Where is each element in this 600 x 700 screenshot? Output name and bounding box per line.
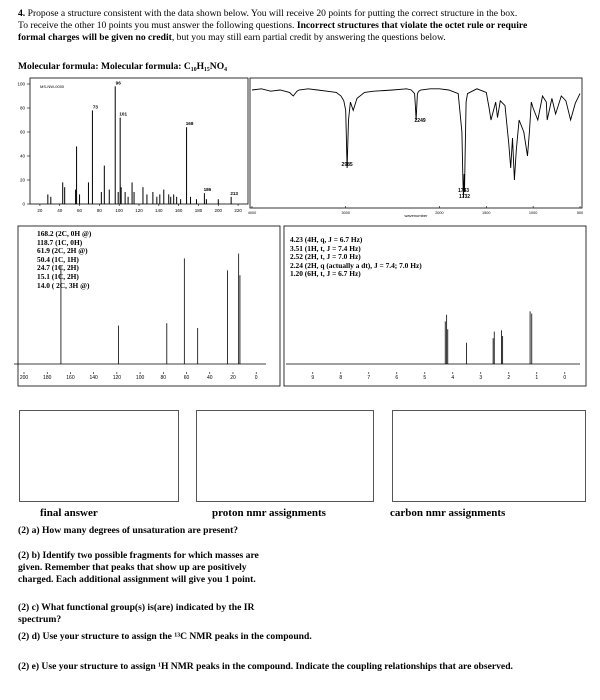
final-answer-label: final answer [40,507,98,519]
hnmr-xtick-label: 0 [563,375,567,382]
question-b [18,550,259,586]
cnmr-peak-4: 50.4 (1C, 1H) [37,254,79,264]
ms-xtick-label: 80 [96,208,102,213]
cnmr-xtick-label: 100 [135,375,145,382]
ms-ytick-label: 60 [19,129,25,135]
ms-ytick-label: 100 [17,81,25,87]
hnmr-peak-2: 3.51 (1H, t, J = 7.4 Hz) [290,243,361,253]
ir-xtick-label: 2000 [435,211,444,215]
hnmr-xtick-label: 9 [311,375,315,382]
ir-xtick-label: 4000 [248,211,257,215]
ir-peak-label: 2249 [414,118,426,124]
cnmr-xtick-label: 20 [230,375,236,382]
hnmr-xtick-label: 5 [423,375,427,382]
ir-plot [248,78,583,218]
question-c [18,602,254,626]
intro-warning-2: formal charges will be given no credit [18,32,172,43]
ir-spectrum [248,76,588,222]
intro-line-3: , but you may still earn partial credit by answering the questions below. [171,32,446,43]
question-e: (2) e) Use your structure to assign ¹H NMR peaks in the compound. Indicate the coupling relationships that are observed. [18,661,513,672]
cnmr-xtick-label: 200 [19,375,29,382]
cnmr-xtick-label: 160 [66,375,75,382]
hnmr-xtick-label: 3 [479,375,483,382]
question-c-line-2: spectrum? [18,614,62,625]
hnmr-peak-5: 1.20 (6H, t, J = 6.7 Hz) [290,269,361,279]
ir-peak-label: 1732 [458,194,471,200]
hnmr-peak-3: 2.52 (2H, t, J = 7.0 Hz) [290,252,361,262]
ms-xtick-label: 140 [155,208,163,213]
cnmr-peak-list [37,230,91,290]
ms-ytick-label: 40 [19,153,25,159]
question-number: 4. [18,8,26,19]
ms-ytick-label: 20 [19,177,25,183]
cnmr-peak-5: 24.7 (1C, 2H) [37,263,79,273]
hnmr-peak-4: 2.24 (2H, q (actually a dt), J = 7.4; 7.0 Hz) [290,260,422,270]
ms-xtick-label: 20 [37,208,43,213]
cnmr-xtick-label: 60 [183,375,190,382]
cnmr-xtick-label: 120 [112,375,122,382]
proton-nmr-assignments-box[interactable] [196,410,374,502]
ms-xtick-label: 120 [135,208,143,213]
cnmr-xtick-label: 180 [43,375,52,382]
ms-header-label: MS-NW-0000 [40,84,65,89]
hnmr-xtick-label: 7 [367,375,371,382]
question-intro [18,8,583,44]
hnmr-peak-1: 4.23 (4H, q, J = 6.7 Hz) [290,235,363,244]
mass-spectrum [0,72,260,222]
ms-ytick-label: 0 [22,201,25,207]
cnmr-xtick-label: 40 [206,375,213,382]
ms-peak-label: 213 [230,190,238,196]
carbon-nmr-assignments-box[interactable] [392,410,586,502]
cnmr-peak-1: 168.2 (2C, 0H @) [37,229,92,238]
ir-xlabel: wavenumber [404,213,428,218]
cnmr-xtick-label: 0 [254,375,258,382]
question-a: (2) a) How many degrees of unsaturation are present? [18,525,239,536]
question-b-line-3: charged. Each additional assignment will give you 1 point. [18,574,256,585]
ms-xtick-label: 160 [174,208,183,213]
intro-line-1: Propose a structure consistent with the data shown below. You will receive 20 points for putting the correct structure in the box. [27,8,518,19]
hnmr-xtick-label: 4 [451,375,455,382]
ms-xtick-label: 100 [115,208,123,213]
ir-xtick-label: 3000 [341,211,350,215]
ms-plot [17,78,248,213]
ms-xtick-label: 200 [214,208,223,213]
ms-xtick-label: 220 [234,208,242,213]
question-b-line-1: (2) b) Identify two possible fragments for which masses are [18,550,259,561]
ms-peak-label: 101 [119,111,128,117]
cnmr-peak-3: 61.9 (2C, 2H @) [37,246,88,256]
hnmr-xtick-label: 2 [507,375,511,382]
hnmr-xtick-label: 1 [535,375,539,382]
hnmr-xtick-label: 8 [339,375,343,382]
ir-frame [250,78,582,208]
hnmr-xtick-label: 6 [395,375,399,382]
ms-xtick-label: 40 [57,208,63,213]
cnmr-peak-7: 14.0 ( 2C, 3H @) [37,280,90,290]
final-answer-box[interactable] [19,410,179,502]
ir-peak-label: 1743 [457,188,470,194]
ir-xtick-label: 1000 [528,211,538,215]
question-c-line-1: (2) c) What functional group(s) is(are) indicated by the IR [18,602,255,613]
ms-ytick-label: 80 [19,105,25,111]
cnmr-peak-2: 118.7 (1C, 0H) [37,237,83,247]
ir-peak-label: 2985 [341,162,353,168]
ms-peak-label: 96 [115,80,121,86]
intro-warning: Incorrect structures that violate the octet rule or require [296,20,528,31]
ms-peak-label: 186 [203,187,212,193]
ms-xtick-label: 60 [77,208,83,213]
carbon-assignments-label: carbon nmr assignments [390,507,506,519]
question-b-line-2: given. Remember that peaks that show up are positively [18,562,247,573]
molecular-formula: Molecular formula: Molecular formula: C₁₀H₁₅NO₄ [18,61,228,72]
proton-assignments-label: proton nmr assignments [212,507,326,519]
cnmr-peak-6: 15.1 (1C, 2H) [37,271,79,281]
cnmr-xtick-label: 140 [89,375,98,382]
ms-xtick-label: 180 [194,208,203,213]
ir-xtick-label: 500 [576,211,584,215]
ms-peak-label: 73 [92,104,98,110]
question-d: (2) d) Use your structure to assign the ¹³C NMR peaks in the compound. [18,631,312,642]
hnmr-peak-list [290,236,422,279]
ir-xtick-label: 1500 [482,211,491,215]
intro-line-2: To receive the other 10 points you must answer the following questions. [18,20,295,31]
ir-trace [252,89,580,198]
ms-peak-label: 168 [185,121,194,127]
cnmr-xtick-label: 80 [160,375,167,382]
